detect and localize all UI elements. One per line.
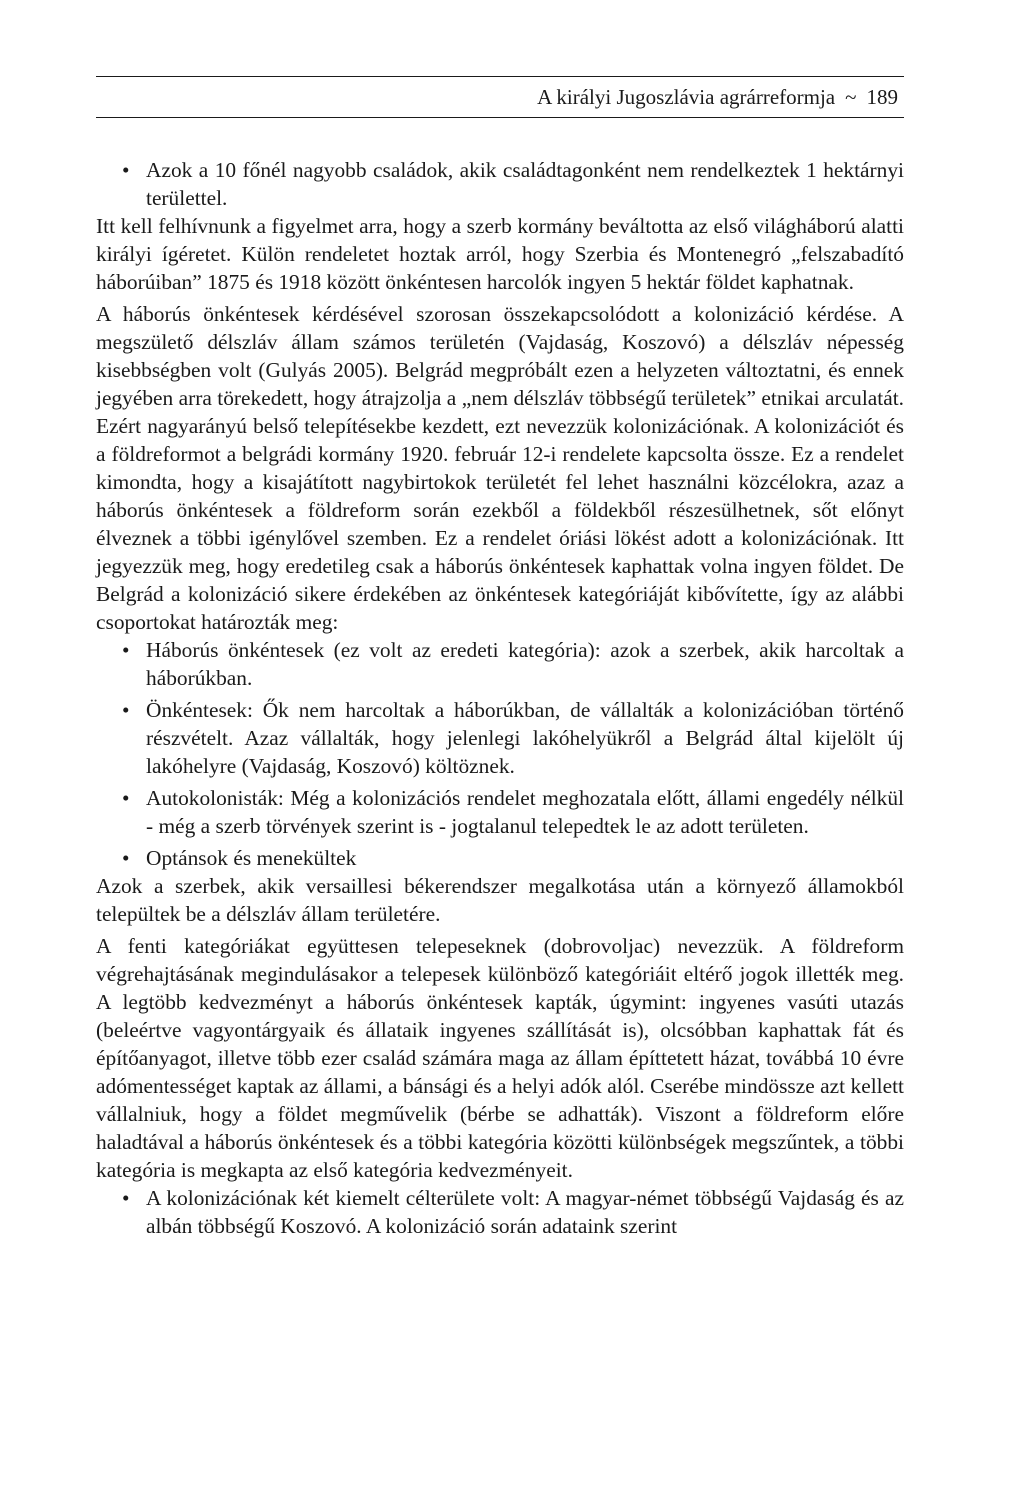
running-header [96,76,904,118]
page-number: 189 [866,84,898,109]
bullet-item-volunteers: • Önkéntesek: Ők nem harcoltak a háborúkban, de vállalták a kolonizációban történő részvételt. Azaz vállalták, hogy jelenlegi lakóhelyükről a Belgrád által kijelölt új lakóhelyre (Vajdaság, Koszovó) költöznek. [96,696,904,780]
paragraph-colonization: A háborús önkéntesek kérdésével szorosan összekapcsolódott a kolonizáció kérdése. A megszülető délszláv állam számos területén (Vajdaság, Koszovó) a délszláv népesség kisebbségben volt (Gulyás 2005). Belgrád megpróbált ezen a helyzeten változtatni, és ennek jegyében arra törekedett, hogy átrajzolja a „nem délszláv többségű területek” etnikai arculatát. Ezért nagyarányú belső telepítésekbe kezdett, ezt nevezzük kolonizációnak. A kolonizációt és a földreformot a belgrádi kormány 1920. február 12-i rendelete kapcsolta össze. Ez a rendelet kimondta, hogy a kisajátított nagybirtokok területét fel lehet használni közcélokra, azaz a háborús önkéntesek a földreform során ezekből a földekből részesülhetnek, sőt előnyt élveznek a többi igénylővel szemben. Ez a rendelet óriási lökést adott a kolonizációnak. Itt jegyezzük meg, hogy eredetileg csak a háborús önkéntesek kaphattak volna ingyen földet. De Belgrád a kolonizáció sikere érdekében az önkéntesek kategóriáját kibővítette, így az alábbi csoportokat határozták meg: [96,302,904,634]
paragraph-royal-promise: Itt kell felhívnunk a figyelmet arra, hogy a szerb kormány beváltotta az első világháború alatti királyi ígéretet. Külön rendeletet hoztak arról, hogy Szerbia és Montenegró „felszabadító háborúiban” 1875 és 1918 között önkéntesen harcolók ingyen 5 hektár földet kaphatnak. [96,214,904,294]
book-page [96,76,904,1240]
paragraph-optants-description: Azok a szerbek, akik versaillesi békerendszer megalkotása után a környező államokból települtek be a délszláv állam területére. [96,874,904,926]
bullet-item-autocolonists: • Autokolonisták: Még a kolonizációs rendelet meghozatala előtt, állami engedély nélkül - még a szerb törvények szerint is - jogtalanul telepedtek le az adott területen. [96,784,904,840]
bullet-item-large-families: • Azok a 10 főnél nagyobb családok, akik családtagonként nem rendelkeztek 1 hektárnyi területtel. [96,156,904,212]
paragraph-settlers: A fenti kategóriákat együttesen telepeseknek (dobrovoljac) nevezzük. A földreform végrehajtásának megindulásakor a telepesek különböző kategóriáit eltérő jogok illették meg. A legtöbb kedvezményt a háborús önkéntesek kapták, úgymint: ingyenes vasúti utazás (beleértve vagyontárgyaik és állataik ingyenes szállítását is), olcsóbban kaphattak fát és építőanyagot, illetve több ezer család számára maga az állam építtetett házat, továbbá 10 évre adómentességet kaptak az állami, a bánsági és a helyi adók alól. Cserébe mindössze azt kellett vállalniuk, hogy a földet megművelik (bérbe se adhatták). Viszont a földreform előre haladtával a háborús önkéntesek és a többi kategória közötti különbségek megszűntek, a többi kategória is megkapta az első kategória kedvezményeit. [96,934,904,1182]
bullet-item-target-areas: • A kolonizációnak két kiemelt célterülete volt: A magyar-német többségű Vajdaság és az albán többségű Koszovó. A kolonizáció során adataink szerint [96,1184,904,1240]
bullet-item-war-volunteers: • Háborús önkéntesek (ez volt az eredeti kategória): azok a szerbek, akik harcoltak a háborúkban. [96,636,904,692]
header-title: A királyi Jugoszlávia agrárreformja [537,84,836,109]
bullet-item-optants: • Optánsok és menekültek [96,844,904,872]
body-text [96,156,904,1240]
header-separator: ~ [845,84,857,109]
